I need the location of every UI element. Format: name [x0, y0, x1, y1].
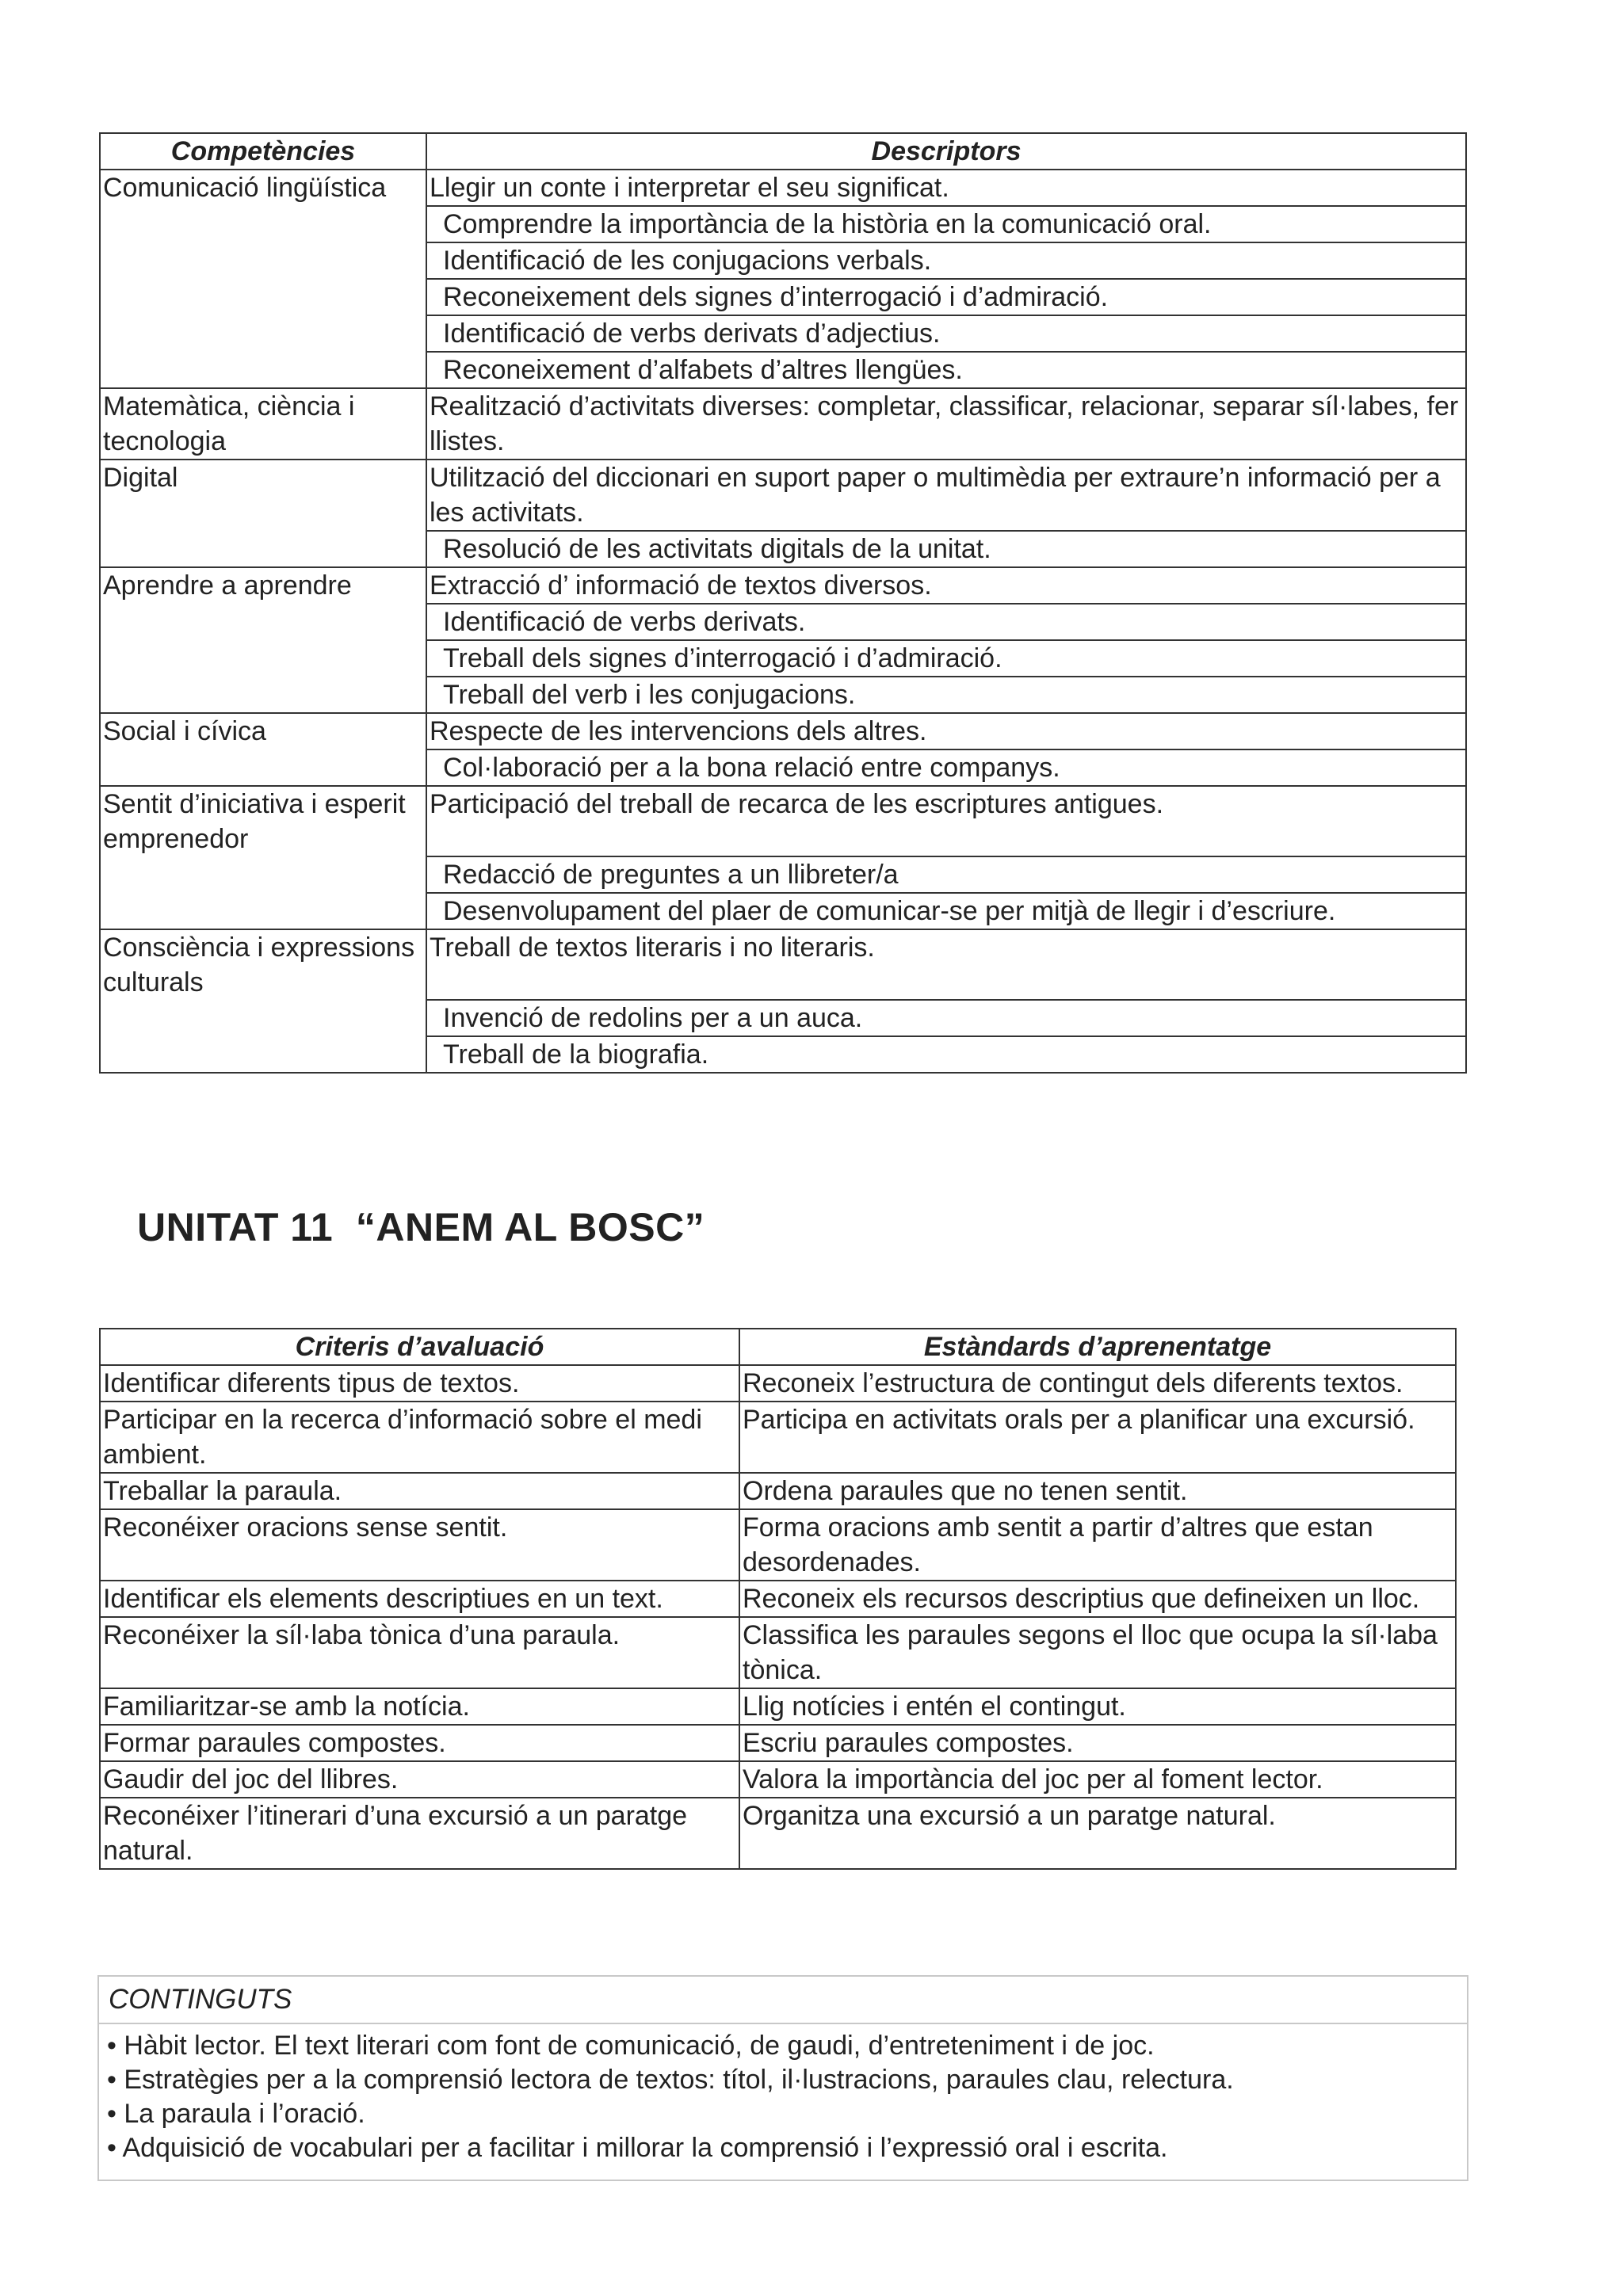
competency-cell: Aprendre a aprendre: [100, 567, 426, 604]
standard-cell: Forma oracions amb sentit a partir d’altres que estan desordenades.: [739, 1509, 1456, 1581]
table-row: [100, 604, 1466, 640]
table-row: [100, 1473, 1456, 1509]
descriptor-cell: Reconeixement dels signes d’interrogació i d’admiració.: [426, 279, 1466, 315]
descriptor-cell: Desenvolupament del plaer de comunicar-se per mitjà de llegir i d’escriure.: [426, 893, 1466, 929]
competency-cell: [100, 531, 426, 567]
table-row: [100, 786, 1466, 856]
descriptor-cell: Comprendre la importància de la història en la comunicació oral.: [426, 206, 1466, 242]
competencies-body: [100, 170, 1466, 1073]
descriptor-cell: Identificació de verbs derivats.: [426, 604, 1466, 640]
descriptor-cell: Treball dels signes d’interrogació i d’admiració.: [426, 640, 1466, 677]
criteria-body: [100, 1365, 1456, 1869]
criteria-header-row: [100, 1329, 1456, 1365]
table-row: [100, 460, 1466, 531]
criterion-cell: Treballar la paraula.: [100, 1473, 739, 1509]
standard-cell: Escriu paraules compostes.: [739, 1725, 1456, 1761]
standard-cell: Llig notícies i entén el contingut.: [739, 1688, 1456, 1725]
contents-list: [99, 2024, 1467, 2165]
list-item: • Estratègies per a la comprensió lectora de textos: títol, il·lustracions, paraules clau, relectura.: [107, 2065, 1234, 2095]
descriptor-cell: Resolució de les activitats digitals de la unitat.: [426, 531, 1466, 567]
competency-cell: [100, 749, 426, 786]
competency-cell: Comunicació lingüística: [100, 170, 426, 206]
competency-cell: [100, 856, 426, 893]
criterion-cell: Identificar diferents tipus de textos.: [100, 1365, 739, 1402]
table-row: [100, 352, 1466, 388]
criteria-header: Criteris d’avaluació: [100, 1329, 739, 1365]
table-row: [100, 893, 1466, 929]
table-row: [100, 677, 1466, 713]
competencies-table: [99, 132, 1467, 1074]
competency-cell: [100, 206, 426, 242]
descriptor-cell: Reconeixement d’alfabets d’altres llengües.: [426, 352, 1466, 388]
table-row: [100, 749, 1466, 786]
descriptor-cell: Respecte de les intervencions dels altres.: [426, 713, 1466, 749]
competencies-header: Competències: [100, 133, 426, 170]
criterion-cell: Reconéixer l’itinerari d’una excursió a un paratge natural.: [100, 1798, 739, 1869]
criterion-cell: Reconéixer la síl·laba tònica d’una paraula.: [100, 1617, 739, 1688]
criterion-cell: Participar en la recerca d’informació sobre el medi ambient.: [100, 1402, 739, 1473]
table-row: [100, 1365, 1456, 1402]
criterion-cell: Formar paraules compostes.: [100, 1725, 739, 1761]
standard-cell: Classifica les paraules segons el lloc que ocupa la síl·laba tònica.: [739, 1617, 1456, 1688]
table-row: [100, 1761, 1456, 1798]
standard-cell: Participa en activitats orals per a planificar una excursió.: [739, 1402, 1456, 1473]
descriptor-cell: Participació del treball de recarca de les escriptures antigues.: [426, 786, 1466, 856]
descriptor-cell: Col·laboració per a la bona relació entre companys.: [426, 749, 1466, 786]
competency-cell: Consciència i expressions culturals: [100, 929, 426, 1000]
descriptors-header: Descriptors: [426, 133, 1466, 170]
table-row: [100, 856, 1466, 893]
table-row: [100, 388, 1466, 460]
criterion-cell: Familiaritzar-se amb la notícia.: [100, 1688, 739, 1725]
criteria-table: [99, 1328, 1457, 1870]
table-row: [100, 640, 1466, 677]
competency-cell: [100, 352, 426, 388]
descriptor-cell: Identificació de verbs derivats d’adjectius.: [426, 315, 1466, 352]
table-row: [100, 1581, 1456, 1617]
descriptor-cell: Llegir un conte i interpretar el seu significat.: [426, 170, 1466, 206]
descriptor-cell: Redacció de preguntes a un llibreter/a: [426, 856, 1466, 893]
criterion-cell: Reconéixer oracions sense sentit.: [100, 1509, 739, 1581]
standard-cell: Reconeix l’estructura de contingut dels diferents textos.: [739, 1365, 1456, 1402]
competency-cell: [100, 279, 426, 315]
descriptor-cell: Treball de textos literaris i no literaris.: [426, 929, 1466, 1000]
competency-cell: [100, 315, 426, 352]
criterion-cell: Gaudir del joc del llibres.: [100, 1761, 739, 1798]
table-row: [100, 531, 1466, 567]
table-row: [100, 1000, 1466, 1036]
table-row: [100, 1798, 1456, 1869]
competency-cell: Digital: [100, 460, 426, 531]
competency-cell: [100, 893, 426, 929]
descriptor-cell: Identificació de les conjugacions verbals.: [426, 242, 1466, 279]
criterion-cell: Identificar els elements descriptiues en un text.: [100, 1581, 739, 1617]
standard-cell: Ordena paraules que no tenen sentit.: [739, 1473, 1456, 1509]
table-row: [100, 1036, 1466, 1073]
competency-cell: [100, 640, 426, 677]
standard-cell: Reconeix els recursos descriptius que defineixen un lloc.: [739, 1581, 1456, 1617]
standard-cell: Valora la importància del joc per al foment lector.: [739, 1761, 1456, 1798]
competency-cell: Sentit d’iniciativa i esperit emprenedor: [100, 786, 426, 856]
table-row: [100, 929, 1466, 1000]
standards-header: Estàndards d’aprenentatge: [739, 1329, 1456, 1365]
competency-cell: [100, 604, 426, 640]
competency-cell: [100, 242, 426, 279]
table-row: [100, 713, 1466, 749]
table-row: [100, 206, 1466, 242]
standard-cell: Organitza una excursió a un paratge natural.: [739, 1798, 1456, 1869]
contents-box: [97, 1975, 1468, 2181]
competency-cell: Social i cívica: [100, 713, 426, 749]
list-item: • Hàbit lector. El text literari com font de comunicació, de gaudi, d’entreteniment i de joc.: [107, 2031, 1155, 2061]
table-row: [100, 567, 1466, 604]
table-row: [100, 1688, 1456, 1725]
competency-cell: [100, 1036, 426, 1073]
table-row: [100, 315, 1466, 352]
table-row: [100, 170, 1466, 206]
list-item: • La paraula i l’oració.: [107, 2099, 365, 2129]
table-row: [100, 1509, 1456, 1581]
list-item: • Adquisició de vocabulari per a facilitar i millorar la comprensió i l’expressió oral i escrita.: [107, 2133, 1168, 2163]
table-row: [100, 1402, 1456, 1473]
descriptor-cell: Treball de la biografia.: [426, 1036, 1466, 1073]
competency-cell: Matemàtica, ciència i tecnologia: [100, 388, 426, 460]
descriptor-cell: Treball del verb i les conjugacions.: [426, 677, 1466, 713]
descriptor-cell: Utilització del diccionari en suport paper o multimèdia per extraure’n informació per a les activitats.: [426, 460, 1466, 531]
competencies-header-row: [100, 133, 1466, 170]
competency-cell: [100, 677, 426, 713]
descriptor-cell: Extracció d’ informació de textos diversos.: [426, 567, 1466, 604]
table-row: [100, 279, 1466, 315]
contents-title: CONTINGUTS: [99, 1977, 1467, 2024]
table-row: [100, 1617, 1456, 1688]
unit-title: UNITAT 11 “ANEM AL BOSC”: [137, 1205, 705, 1249]
descriptor-cell: Invenció de redolins per a un auca.: [426, 1000, 1466, 1036]
competency-cell: [100, 1000, 426, 1036]
table-row: [100, 1725, 1456, 1761]
table-row: [100, 242, 1466, 279]
descriptor-cell: Realització d’activitats diverses: completar, classificar, relacionar, separar síl·labes, fer llistes.: [426, 388, 1466, 460]
